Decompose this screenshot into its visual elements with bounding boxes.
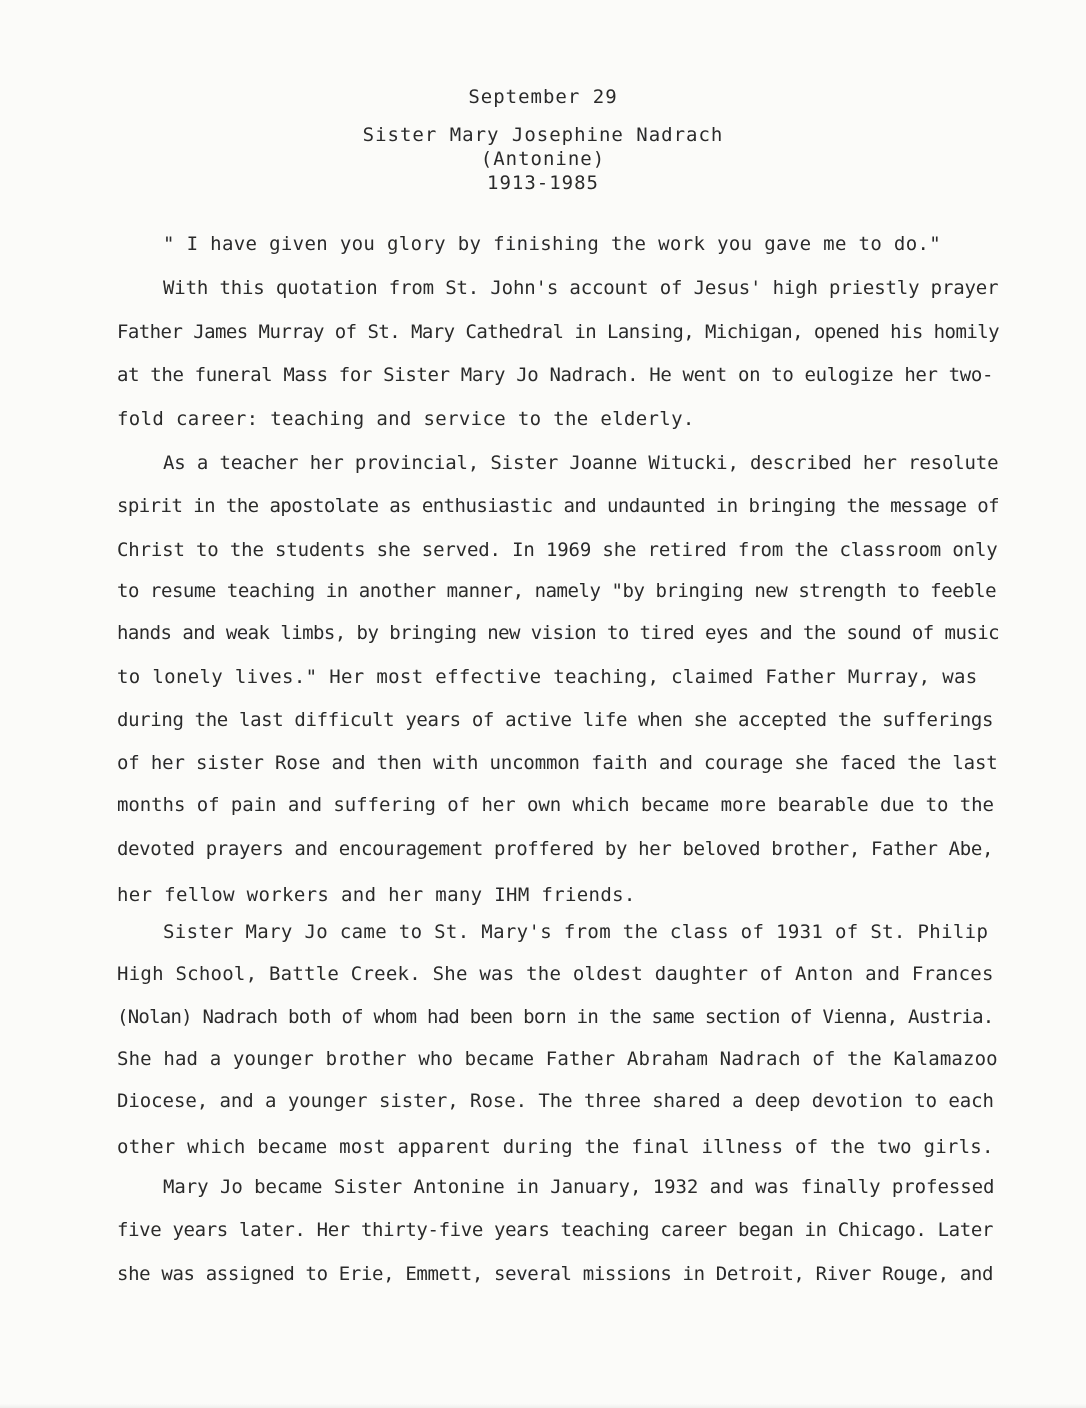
text-line: Christ to the students she served. In 1969 she retired from the classroom only [117, 539, 998, 561]
text-line: she was assigned to Erie, Emmett, several missions in Detroit, River Rouge, and [117, 1263, 994, 1285]
text-line: months of pain and suffering of her own which became more bearable due to the [117, 794, 994, 816]
text-line: She had a younger brother who became Father Abraham Nadrach of the Kalamazoo [117, 1048, 998, 1070]
text-line: of her sister Rose and then with uncommon faith and courage she faced the last [117, 752, 998, 774]
text-line: hands and weak limbs, by bringing new vision to tired eyes and the sound of music [117, 622, 1000, 644]
text-line: during the last difficult years of active life when she accepted the sufferings [117, 709, 994, 731]
text-line: Sister Mary Jo came to St. Mary's from the class of 1931 of St. Philip [163, 921, 989, 943]
text-line: at the funeral Mass for Sister Mary Jo Nadrach. He went on to eulogize her two- [117, 364, 994, 386]
text-line: spirit in the apostolate as enthusiastic and undaunted in bringing the message of [117, 495, 1000, 517]
text-line: Mary Jo became Sister Antonine in January, 1932 and was finally professed [163, 1176, 995, 1198]
text-line: to resume teaching in another manner, namely "by bringing new strength to feeble [117, 580, 997, 602]
document-life-years: 1913-1985 [487, 172, 599, 194]
text-line: As a teacher her provincial, Sister Joanne Witucki, described her resolute [163, 452, 999, 474]
text-line: other which became most apparent during the final illness of the two girls. [117, 1136, 994, 1158]
text-line: to lonely lives." Her most effective teaching, claimed Father Murray, was [117, 666, 978, 688]
page-edge-shading [0, 1320, 1086, 1408]
text-line: Diocese, and a younger sister, Rose. The three shared a deep devotion to each [117, 1090, 994, 1112]
text-line: devoted prayers and encouragement proffered by her beloved brother, Father Abe, [117, 838, 994, 860]
text-line: (Nolan) Nadrach both of whom had been born in the same section of Vienna, Austria. [117, 1006, 994, 1028]
text-line: Father James Murray of St. Mary Cathedral in Lansing, Michigan, opened his homily [117, 321, 1000, 343]
text-line: With this quotation from St. John's account of Jesus' high priestly prayer [163, 277, 999, 299]
text-line: High School, Battle Creek. She was the oldest daughter of Anton and Frances [117, 963, 994, 985]
document-date: September 29 [468, 86, 618, 108]
text-line: her fellow workers and her many IHM friends. [117, 884, 636, 906]
document-subject-name: Sister Mary Josephine Nadrach [362, 124, 724, 146]
document-religious-name: (Antonine) [480, 148, 606, 170]
text-line: fold career: teaching and service to the elderly. [117, 408, 695, 430]
text-line: " I have given you glory by finishing the work you gave me to do." [163, 233, 942, 255]
text-line: five years later. Her thirty-five years teaching career began in Chicago. Later [117, 1219, 994, 1241]
